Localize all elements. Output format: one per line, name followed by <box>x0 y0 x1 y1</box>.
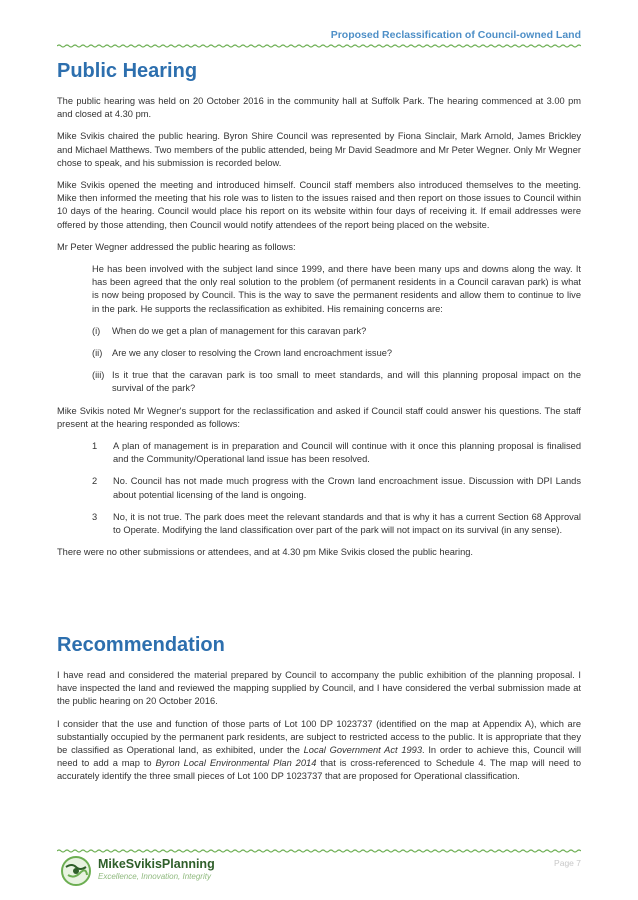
section-public-hearing <box>57 60 581 559</box>
list-marker: 3 <box>92 511 98 522</box>
list-item-text: When do we get a plan of management for this caravan park? <box>112 325 367 336</box>
heading-recommendation: Recommendation <box>57 634 225 656</box>
question-list <box>92 325 581 396</box>
paragraph <box>57 718 581 784</box>
list-item-text: Is it true that the caravan park is too small to meet standards, and will this planning proposal impact on the survival of the park? <box>112 370 581 394</box>
text-run: that is cross-referenced to Schedule 4. The map will need to accurately identify the three small pieces of Lot 100 DP 1023737 that are proposed for Operational classification. <box>57 758 581 782</box>
paragraph: The public hearing was held on 20 October 2016 in the community hall at Suffolk Park. The hearing commenced at 3.00 pm and closed at 4.30 pm. <box>57 96 581 120</box>
list-item <box>92 511 581 537</box>
list-item <box>92 440 581 466</box>
header-wave-divider <box>57 44 581 48</box>
paragraph: Mr Peter Wegner addressed the public hearing as follows: <box>57 241 296 252</box>
answer-list <box>92 440 581 537</box>
list-marker: (ii) <box>92 348 103 359</box>
list-item-text: No, it is not true. The park does meet the relevant standards and that is why it has a current Section 68 Approval to Operate. Modifying the land classification over part of the park will not impact on its survival (in any sense). <box>113 511 581 536</box>
footer-logo-text: MikeSvikisPlanning <box>98 857 215 871</box>
list-marker: (iii) <box>92 370 105 381</box>
list-item <box>92 325 581 338</box>
list-item <box>92 475 581 501</box>
plan-title: Byron Local Environmental Plan 2014 <box>155 758 317 769</box>
paragraph: Mike Svikis chaired the public hearing. Byron Shire Council was represented by Fiona Sinclair, Mark Arnold, James Brickley and Michael Matthews. Two members of the public attended, being Mr David Seadmore and Mr Peter Wegner. Only Mr Wegner chose to speak, and his submission is recorded below. <box>57 131 581 168</box>
paragraph: There were no other submissions or attendees, and at 4.30 pm Mike Svikis closed the public hearing. <box>57 547 473 558</box>
footer-logo-tagline: Excellence, Innovation, Integrity <box>98 872 211 881</box>
list-item-text: No. Council has not made much progress with the Crown land encroachment issue. Discussion with DPI Lands about potential licensing of the land is ongoing. <box>113 476 581 500</box>
act-title: Local Government Act 1993 <box>303 745 423 756</box>
submission-quote: He has been involved with the subject land since 1999, and there have been many ups and downs along the way. It has been agreed that the only real solution to the problem (of permanent residents in a Council caravan park) is what is now being proposed by Council. This is the way to save the permanent residents and allow them to continue to live in the park. He supports the reclassification as exhibited. His remaining concerns are: <box>92 264 581 314</box>
footer-wave-divider <box>57 849 581 853</box>
list-marker: 1 <box>92 441 98 452</box>
list-marker: 2 <box>92 476 98 487</box>
list-marker: (i) <box>92 325 101 336</box>
heading-public-hearing: Public Hearing <box>57 60 198 82</box>
list-item-text: A plan of management is in preparation and Council will continue with it once this planning proposal is finalised and the Community/Operational land issue has been resolved. <box>113 441 581 465</box>
paragraph: Mike Svikis opened the meeting and introduced himself. Council staff members also introduced themselves to the meeting. Mike then informed the meeting that his role was to listen to the issues raised and then report on those issues to Council within 10 days of the hearing. Council would place his report on its website within four days of receiving it. If email addresses were offered by those attending, then Council would notify attendees of the report being placed on the website. <box>57 180 581 230</box>
list-item <box>92 347 581 360</box>
list-item <box>92 369 581 395</box>
text-run: . In order to achieve this, Council will need to add a map to <box>57 745 582 769</box>
text-run: I consider that the use and function of those parts of Lot 100 DP 1023737 (identified on the map at Appendix A), which are substantially occupied by the permanent park residents, are subject to restricted access to the public. It is appropriate that they be classified as Operational land, as exhibited, under the <box>57 718 581 756</box>
paragraph: Mike Svikis noted Mr Wegner's support for the reclassification and asked if Council staff could answer his questions. The staff present at the hearing responded as follows: <box>57 405 581 429</box>
page-number: Page 7 <box>554 858 581 868</box>
list-item-text: Are we any closer to resolving the Crown land encroachment issue? <box>112 348 393 359</box>
page-content <box>57 60 582 782</box>
globe-logo-icon <box>60 855 92 887</box>
running-header: Proposed Reclassification of Council-owned Land <box>330 29 581 41</box>
paragraph: I have read and considered the material prepared by Council to accompany the public exhibition of the planning proposal. I have inspected the land and reviewed the mapping supplied by Council, and I have considered the verbal submission made at the public hearing on 20 October 2016. <box>57 670 581 707</box>
section-recommendation <box>57 634 581 793</box>
